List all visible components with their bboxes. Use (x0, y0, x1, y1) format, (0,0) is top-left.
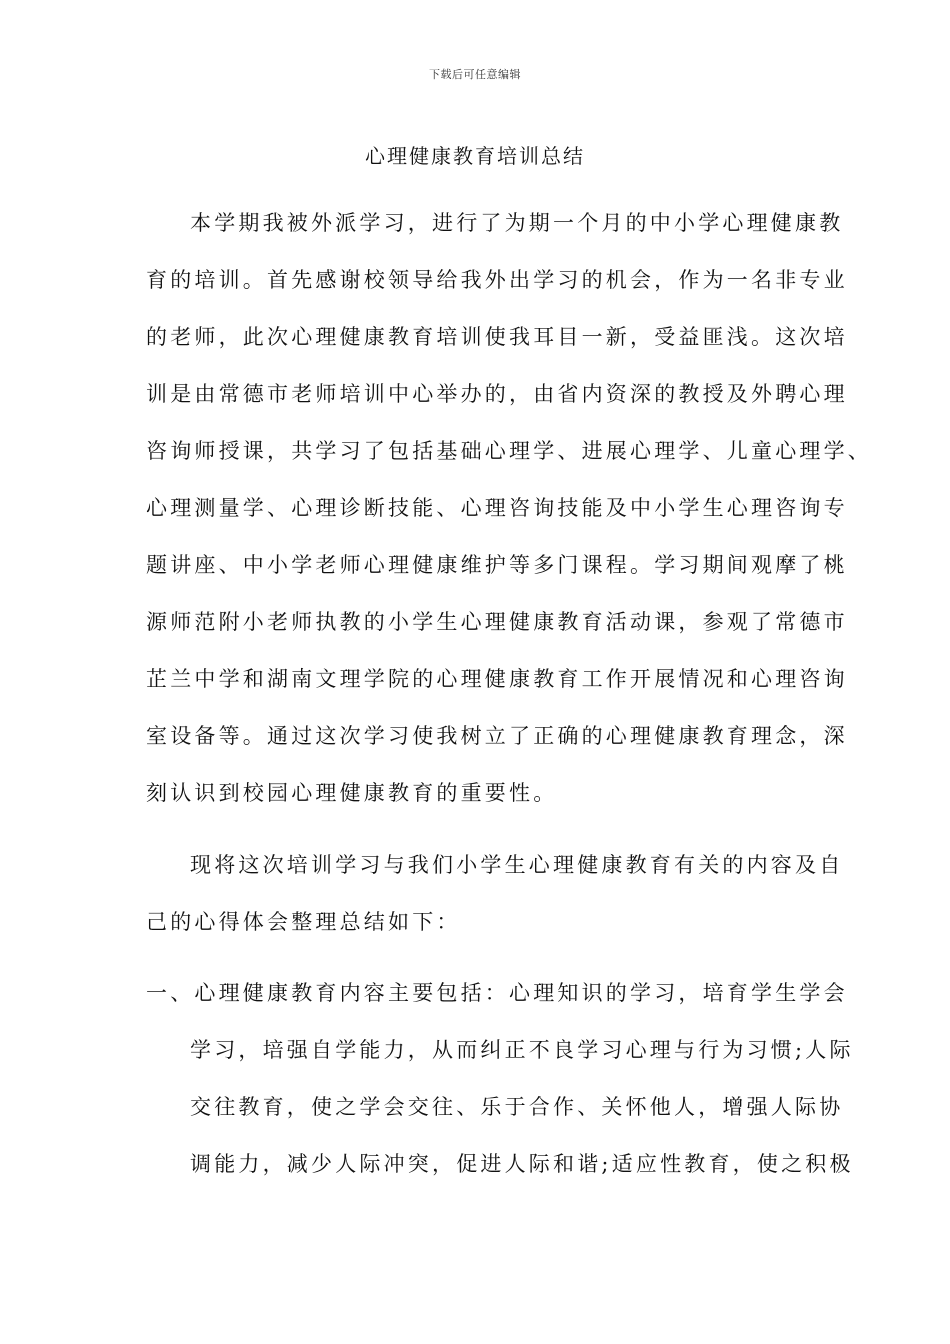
paragraph-line: 题讲座、中小学老师心理健康维护等多门课程。学习期间观摩了桃 (146, 553, 848, 577)
paragraph-line: 的老师，此次心理健康教育培训使我耳目一新，受益匪浅。这次培 (146, 325, 848, 349)
paragraph-line: 现将这次培训学习与我们小学生心理健康教育有关的内容及自 (190, 853, 844, 877)
list-item-line: 调能力，减少人际冲突，促进人际和谐;适应性教育，使之积极 (190, 1152, 854, 1176)
list-item-line: 学习，培强自学能力，从而纠正不良学习心理与行为习惯;人际 (190, 1038, 854, 1062)
paragraph-line: 源师范附小老师执教的小学生心理健康教育活动课，参观了常德市 (146, 610, 848, 634)
paragraph-line: 芷兰中学和湖南文理学院的心理健康教育工作开展情况和心理咨询 (146, 667, 848, 691)
paragraph-line: 咨询师授课，共学习了包括基础心理学、进展心理学、儿童心理学、 (146, 439, 872, 463)
header-note: 下载后可任意编辑 (429, 68, 521, 81)
paragraph-line: 心理测量学、心理诊断技能、心理咨询技能及中小学生心理咨询专 (146, 496, 848, 520)
paragraph-line: 育的培训。首先感谢校领导给我外出学习的机会，作为一名非专业 (146, 268, 848, 292)
document-title: 心理健康教育培训总结 (365, 144, 585, 168)
list-item-line: 交往教育，使之学会交往、乐于合作、关怀他人，增强人际协 (190, 1095, 844, 1119)
paragraph-line: 己的心得体会整理总结如下： (146, 910, 461, 934)
paragraph-line: 室设备等。通过这次学习使我树立了正确的心理健康教育理念，深 (146, 724, 848, 748)
paragraph-line: 训是由常德市老师培训中心举办的，由省内资深的教授及外聘心理 (146, 382, 848, 406)
paragraph-line: 刻认识到校园心理健康教育的重要性。 (146, 781, 558, 805)
paragraph-line: 本学期我被外派学习，进行了为期一个月的中小学心理健康教 (190, 211, 844, 235)
list-item-line: 一、心理健康教育内容主要包括：心理知识的学习，培育学生学会 (146, 981, 848, 1005)
